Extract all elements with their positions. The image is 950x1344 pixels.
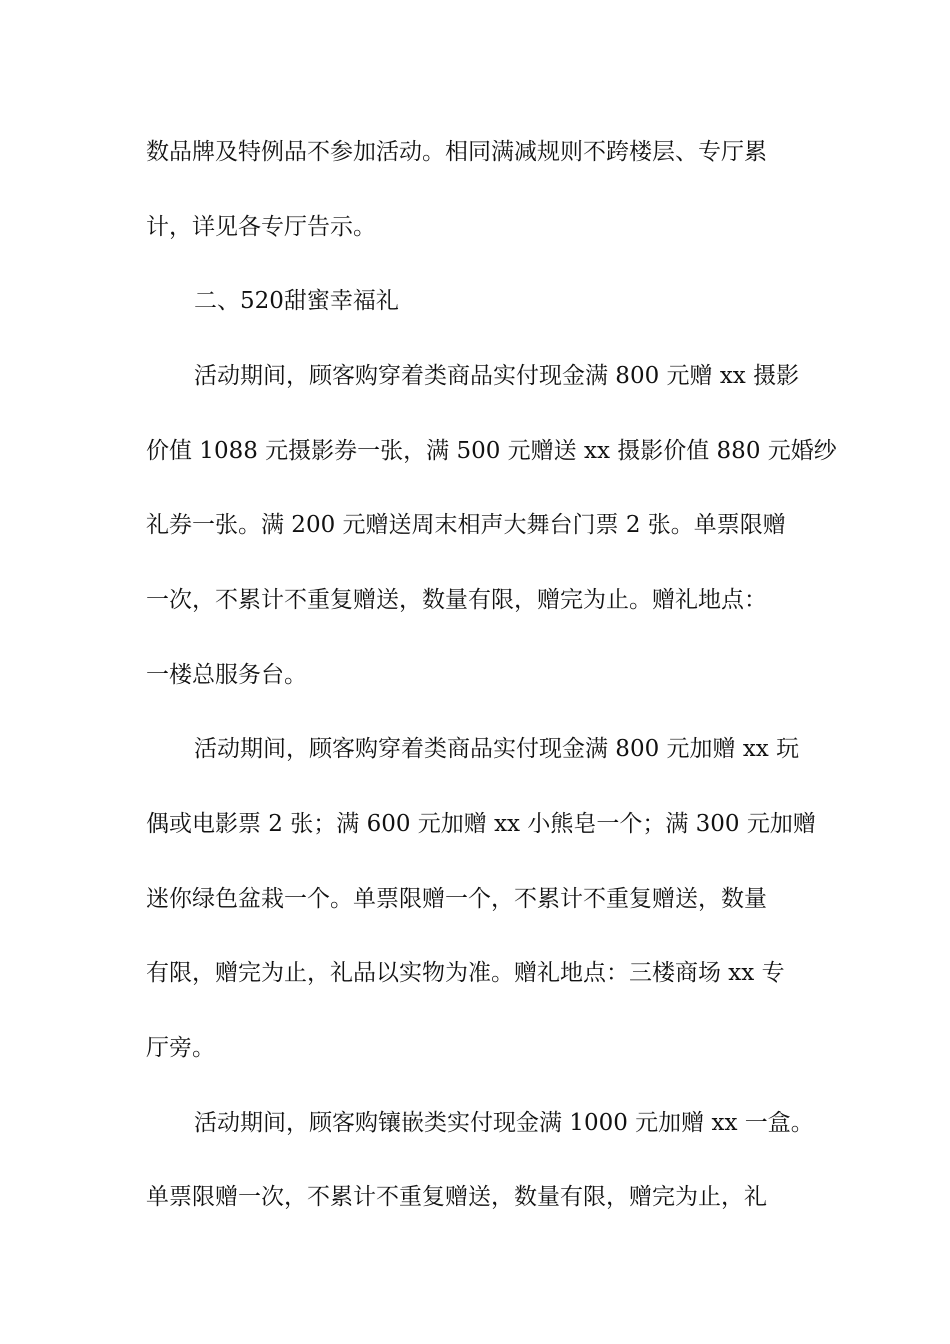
paragraph-line-1: 数品牌及特例品不参加活动。相同满减规则不跨楼层、专厅累 (146, 139, 767, 165)
paragraph-line-6: 礼券一张。满 200 元赠送周末相声大舞台门票 2 张。单票限赠 (146, 512, 786, 538)
paragraph-line-13: 厅旁。 (146, 1035, 215, 1061)
paragraph-line-7: 一次，不累计不重复赠送，数量有限，赠完为止。赠礼地点： (146, 587, 767, 613)
paragraph-line-2: 计，详见各专厅告示。 (146, 214, 376, 240)
paragraph-line-12: 有限，赠完为止，礼品以实物为准。赠礼地点：三楼商场 xx 专 (146, 960, 785, 986)
paragraph-line-4: 活动期间，顾客购穿着类商品实付现金满 800 元赠 xx 摄影 (194, 363, 800, 389)
paragraph-line-10: 偶或电影票 2 张；满 600 元加赠 xx 小熊皂一个；满 300 元加赠 (146, 811, 816, 837)
paragraph-line-15: 单票限赠一次，不累计不重复赠送，数量有限，赠完为止，礼 (146, 1184, 767, 1210)
paragraph-line-14: 活动期间，顾客购镶嵌类实付现金满 1000 元加赠 xx 一盒。 (194, 1110, 814, 1136)
section-heading: 二、520甜蜜幸福礼 (194, 288, 399, 314)
paragraph-line-8: 一楼总服务台。 (146, 662, 307, 688)
paragraph-line-9: 活动期间，顾客购穿着类商品实付现金满 800 元加赠 xx 玩 (194, 736, 800, 762)
paragraph-line-11: 迷你绿色盆栽一个。单票限赠一个，不累计不重复赠送，数量 (146, 886, 767, 912)
paragraph-line-5: 价值 1088 元摄影券一张，满 500 元赠送 xx 摄影价值 880 元婚纱 (146, 438, 837, 464)
